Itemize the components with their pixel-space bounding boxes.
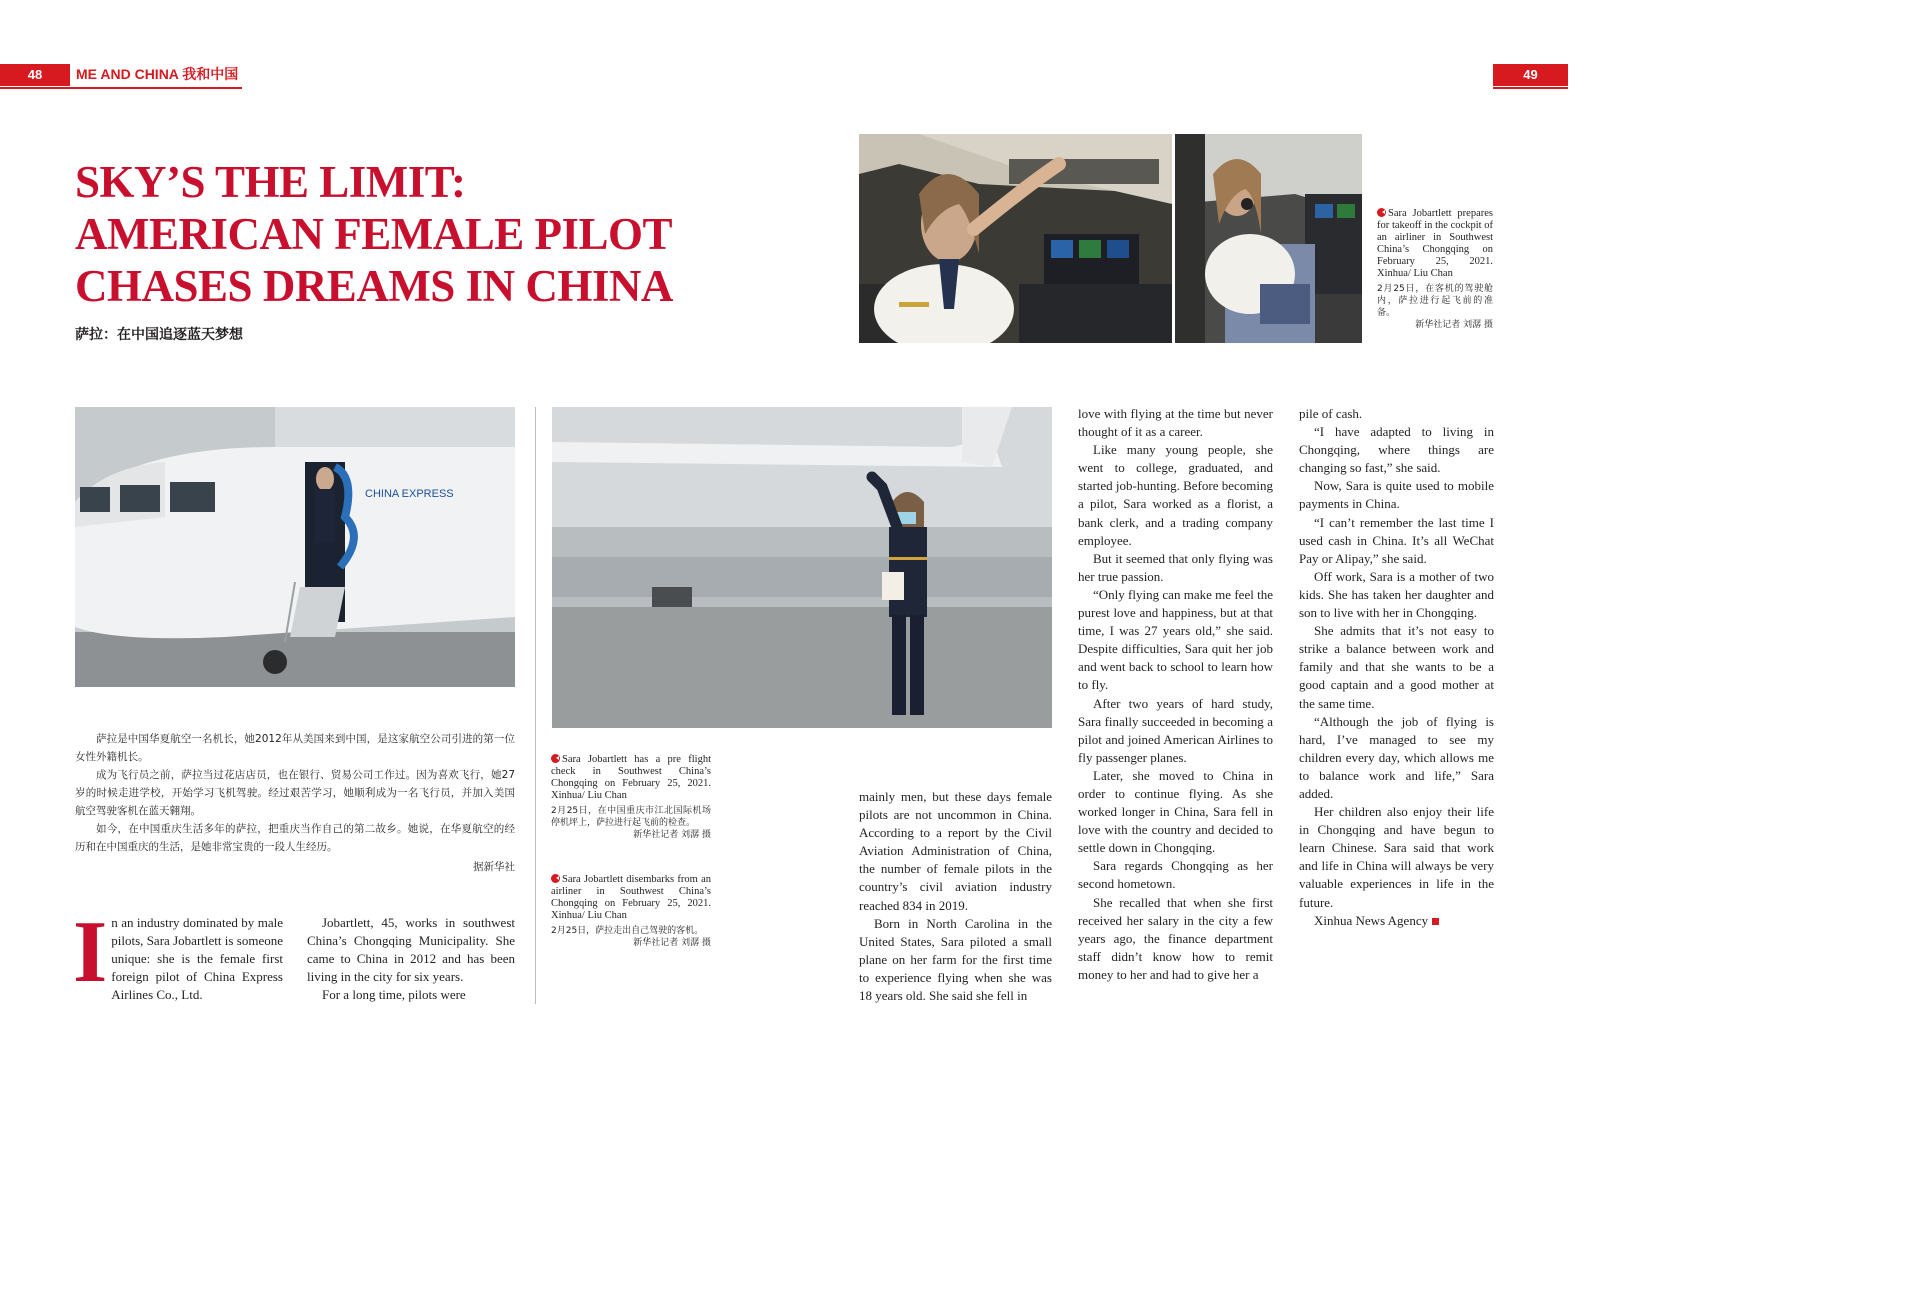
article-paragraph: love with flying at the time but never thought of it as a career. (1078, 406, 1273, 440)
article-paragraph: For a long time, pilots were (322, 987, 466, 1003)
caption-credit: 新华社记者 刘潺 摄 (633, 938, 711, 948)
disembark-photo (75, 407, 515, 687)
chinese-summary (75, 730, 515, 876)
cockpit-photo-radio (1175, 134, 1362, 343)
caption-bullet-icon (1377, 208, 1386, 217)
article-paragraph: Jobartlett, 45, works in southwest China’s Chongqing Municipality. She came to China in 2012 and has been living in the city for six years. (307, 915, 515, 985)
headline-line: SKY’S THE LIMIT: (75, 157, 466, 207)
caption-credit: 新华社记者 刘潺 摄 (1415, 320, 1493, 330)
end-mark-icon (1432, 918, 1439, 925)
article-paragraph: But it seemed that only flying was her true passion. (1078, 550, 1273, 584)
article-paragraph: In an industry dominated by male pilots, Sara Jobartlett is someone unique: she is the female first foreign pilot of China Express Airlines Co., Ltd. (73, 904, 283, 1003)
cockpit-caption (1377, 208, 1493, 331)
headline-line: AMERICAN FEMALE PILOT (75, 209, 673, 259)
summary-paragraph: 成为飞行员之前，萨拉当过花店店员，也在银行、贸易公司工作过。因为喜欢飞行，她27岁的时候走进学校，开始学习飞机驾驶。经过艰苦学习，她顺利成为一名飞行员，并加入美国航空驾驶客机在蓝天翱翔。 (75, 769, 515, 817)
preflight-photo (552, 407, 1052, 728)
caption-credit: 新华社记者 刘潺 摄 (633, 830, 711, 840)
article-column-4 (1078, 405, 1273, 984)
summary-paragraph: 萨拉是中国华夏航空一名机长，她2012年从美国来到中国，是这家航空公司引进的第一位女性外籍机长。 (75, 733, 515, 763)
caption-english: Sara Jobartlett has a pre flight check in Southwest China’s Chongqing on February 25, 2021. Xinhua/ Liu Chan (551, 754, 711, 801)
caption-bullet-icon (551, 754, 560, 763)
article-paragraph: Like many young people, she went to college, graduated, and started job-hunting. Before becoming a pilot, Sara worked as a florist, a bank clerk, and a trading company employee. (1078, 442, 1273, 548)
header-rule (0, 87, 242, 89)
left-page-number: 48 (27, 67, 43, 82)
caption-bullet-icon (551, 874, 560, 883)
article-paragraph: Sara regards Chongqing as her second hometown. (1078, 858, 1273, 892)
summary-source: 据新华社 (473, 861, 515, 873)
article-paragraph: She recalled that when she first received her salary in the city a few years ago, the finance department staff didn’t know how to remit money to her and had to give her a (1078, 894, 1273, 982)
article-column-5 (1299, 405, 1494, 930)
disembark-caption (551, 874, 711, 949)
chinese-subtitle: 萨拉：在中国追逐蓝天梦想 (75, 327, 243, 343)
article-signoff: Xinhua News Agency (1299, 912, 1494, 930)
header-rule (1493, 87, 1568, 89)
cockpit-photo-overhead-panel (859, 134, 1172, 343)
headline (75, 156, 795, 312)
article-paragraph: “Although the job of flying is hard, I’ve managed to see my children every day, which allows me to balance work and life,” Sara added. (1299, 713, 1494, 801)
preflight-caption (551, 754, 711, 841)
caption-chinese: 2月25日，在客机的驾驶舱内，萨拉进行起飞前的准备。 (1377, 284, 1493, 318)
left-page-header (0, 64, 242, 88)
headline-line: CHASES DREAMS IN CHINA (75, 261, 673, 311)
right-page-header (1493, 64, 1568, 88)
article-column-3 (859, 788, 1052, 1005)
article-paragraph: “I can’t remember the last time I used cash in China. It’s all WeChat Pay or Alipay,” she said. (1299, 514, 1494, 566)
article-paragraph: pile of cash. (1299, 406, 1363, 421)
article-paragraph: Now, Sara is quite used to mobile payments in China. (1299, 478, 1494, 512)
article-paragraph: Off work, Sara is a mother of two kids. She has taken her daughter and son to live with her in Chongqing. (1299, 568, 1494, 621)
article-paragraph: Later, she moved to China in order to continue flying. As she worked longer in China, Sara fell in love with the country and decided to settle down in Chongqing. (1078, 767, 1273, 856)
caption-english: Sara Jobartlett disembarks from an airliner in Southwest China’s Chongqing on February 25, 2021. Xinhua/ Liu Chan (551, 874, 711, 921)
caption-english: Sara Jobartlett prepares for takeoff in the cockpit of an airliner in Southwest China’s Chongqing on February 25, 2021. Xinhua/ Liu Chan (1377, 208, 1493, 279)
drop-cap: I (73, 904, 108, 1001)
article-paragraph: “I have adapted to living in Chongqing, where things are changing so fast,” she said. (1299, 424, 1494, 476)
svg-text:CHINA EXPRESS: CHINA EXPRESS (365, 488, 454, 500)
article-paragraph: “Only flying can make me feel the purest love and happiness, but at that time, I was 27 years old,” she said. Despite difficulties, Sara quit her job and went back to school to learn how to fly. (1078, 586, 1273, 693)
caption-chinese: 2月25日，在中国重庆市江北国际机场停机坪上，萨拉进行起飞前的检查。 (551, 806, 711, 828)
article-paragraph: She admits that it’s not easy to strike a balance between work and family and that she wants to be a good captain and a good mother at the same time. (1299, 623, 1494, 711)
article-paragraph: Born in North Carolina in the United States, Sara piloted a small plane on her farm for the first time to experience flying when she was 18 years old. She said she fell in (859, 915, 1052, 1004)
column-divider (535, 407, 536, 1004)
caption-chinese: 2月25日，萨拉走出自己驾驶的客机。 (551, 926, 704, 936)
article-paragraph: Her children also enjoy their life in Chongqing and have begun to learn Chinese. Sara said that work and life in China will always be very valuable experiences in life in the future. (1299, 804, 1494, 910)
article-paragraph: After two years of hard study, Sara finally succeeded in becoming a pilot and joined American Airlines to fly passenger planes. (1078, 695, 1273, 765)
right-page-number: 49 (1493, 64, 1568, 86)
summary-paragraph: 如今，在中国重庆生活多年的萨拉，把重庆当作自己的第二故乡。她说，在华夏航空的经历和在中国重庆的生活，是她非常宝贵的一段人生经历。 (75, 823, 515, 853)
article-paragraph: mainly men, but these days female pilots are not uncommon in China. According to a report by the Civil Aviation Administration of China, the number of female pilots in the country’s civil aviation industry reached 834 in 2019. (859, 789, 1052, 913)
section-title: ME AND CHINA 我和中国 (76, 66, 239, 82)
article-column-1 (73, 904, 283, 1004)
article-column-2 (307, 914, 515, 1004)
